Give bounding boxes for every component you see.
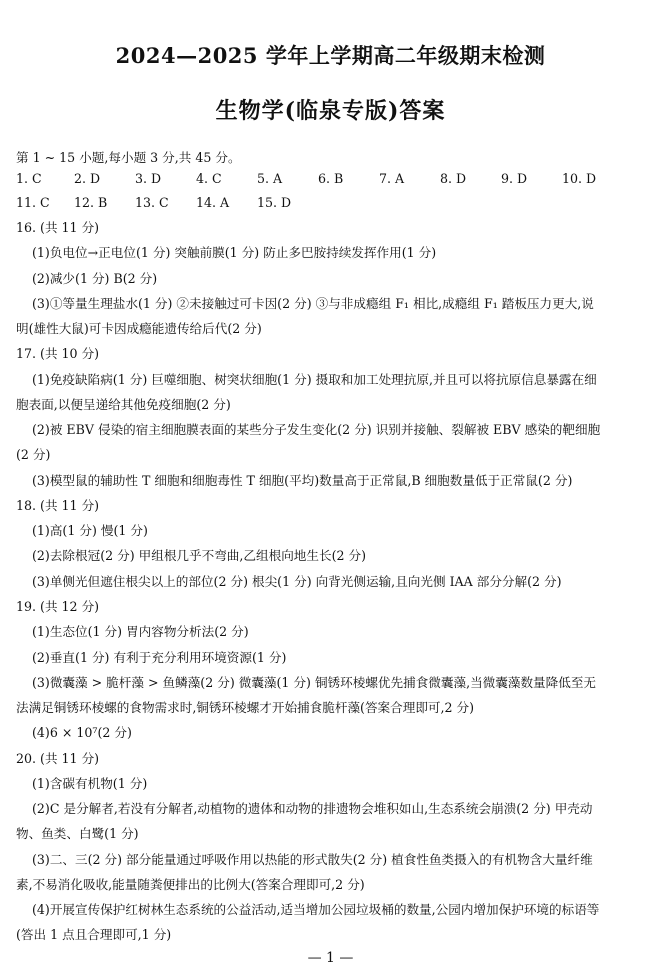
answer-line: 物、鱼类、白鹭(1 分) [16,826,139,841]
mc-answer: 11. C [16,195,50,210]
answer-line: (2)被 EBV 侵染的宿主细胞膜表面的某些分子发生变化(2 分) 识别并接触、裂解被 EBV 感染的靶细胞 [32,422,601,437]
mc-answer: 4. C [196,171,222,186]
page-number: — 1 — [307,950,354,966]
mc-answer: 8. D [440,171,467,186]
answer-line: (3)微囊藻 > 脆杆藻 > 鱼鳞藻(2 分) 微囊藻(1 分) 铜锈环棱螺优先捕食微囊藻,当微囊藻数量降低至无 [32,675,597,690]
answer-line: (3)单侧光但遮住根尖以上的部位(2 分) 根尖(1 分) 向背光侧运输,且向光侧 IAA 部分分解(2 分) [32,574,562,589]
answer-line: (3)二、三(2 分) 部分能量通过呼吸作用以热能的形式散失(2 分) 植食性鱼类摄入的有机物含大量纤维 [32,852,593,867]
mc-answer: 5. A [257,171,283,186]
answer-line: (2)减少(1 分) B(2 分) [32,271,158,286]
answer-line: 法满足铜锈环棱螺的食物需求时,铜锈环棱螺才开始捕食脆杆藻(答案合理即可,2 分) [16,700,475,715]
answer-line: (1)负电位→正电位(1 分) 突触前膜(1 分) 防止多巴胺持续发挥作用(1 分) [32,245,437,260]
answer-line: 素,不易消化吸收,能量随粪便排出的比例大(答案合理即可,2 分) [16,877,365,892]
answer-line: (2)去除根冠(2 分) 甲组根几乎不弯曲,乙组根向地生长(2 分) [32,548,366,563]
mc-answer: 3. D [135,171,162,186]
question-heading: 17. (共 10 分) [16,346,100,361]
answer-line: (2)垂直(1 分) 有利于充分利用环境资源(1 分) [32,650,287,665]
question-heading: 19. (共 12 分) [16,599,100,614]
answer-line: (4)开展宣传保护红树林生态系统的公益活动,适当增加公园垃圾桶的数量,公园内增加保护环境的标语等 [32,902,600,917]
answer-line: (答出 1 点且合理即可,1 分) [16,927,172,942]
mc-answer: 12. B [74,195,108,210]
answer-line: (1)生态位(1 分) 胃内容物分析法(2 分) [32,624,249,639]
answer-line: (1)含碳有机物(1 分) [32,776,148,791]
mc-answer: 13. C [135,195,169,210]
mc-answer: 15. D [257,195,292,210]
mc-answer: 7. A [379,171,405,186]
document-title: 2024—2025 学年上学期高二年级期末检测 [115,43,546,68]
answer-line: (1)免疫缺陷病(1 分) 巨噬细胞、树突状细胞(1 分) 摄取和加工处理抗原,并且可以将抗原信息暴露在细 [32,372,597,387]
mc-answer: 10. D [562,171,597,186]
answer-line: 明(雄性大鼠)可卡因成瘾能遗传给后代(2 分) [16,321,262,336]
answer-line: 胞表面,以便呈递给其他免疫细胞(2 分) [16,397,231,412]
mc-answer: 6. B [318,171,344,186]
mc-answer: 14. A [196,195,230,210]
mc-intro: 第 1 ~ 15 小题,每小题 3 分,共 45 分。 [16,150,241,165]
document-subtitle: 生物学(临泉专版)答案 [215,98,446,124]
question-heading: 16. (共 11 分) [16,220,100,235]
question-heading: 18. (共 11 分) [16,498,100,513]
mc-answer: 9. D [501,171,528,186]
answer-line: (3)模型鼠的辅助性 T 细胞和细胞毒性 T 细胞(平均)数量高于正常鼠,B 细胞数量低于正常鼠(2 分) [32,473,573,488]
answer-line: (2)C 是分解者,若没有分解者,动植物的遗体和动物的排遗物会堆积如山,生态系统会崩溃(2 分) 甲壳动 [32,801,593,816]
answer-line: (3)①等量生理盐水(1 分) ②未接触过可卡因(2 分) ③与非成瘾组 F₁ 相比,成瘾组 F₁ 踏板压力更大,说 [32,296,594,311]
answer-line: (1)高(1 分) 慢(1 分) [32,523,148,538]
mc-answer: 1. C [16,171,42,186]
answer-line: (4)6 × 10⁷(2 分) [32,725,132,740]
mc-answer: 2. D [74,171,101,186]
question-heading: 20. (共 11 分) [16,751,100,766]
answer-line: (2 分) [16,447,51,462]
